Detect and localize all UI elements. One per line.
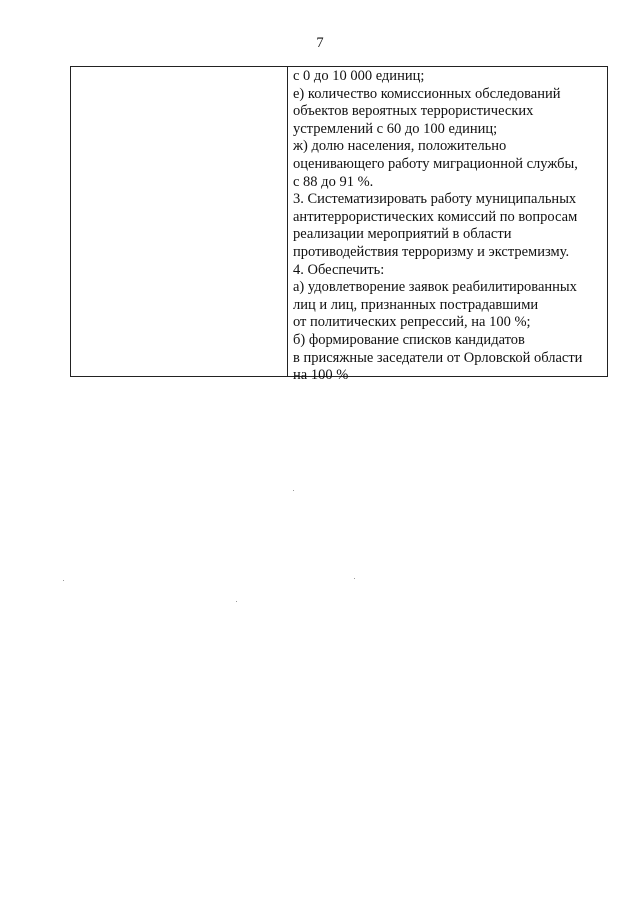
page-number: 7 (316, 35, 324, 51)
table-text-line: 3. Систематизировать работу муниципальных (293, 191, 577, 208)
table-text-line: б) формирование списков кандидатов (293, 331, 525, 348)
table-text-line: в присяжные заседатели от Орловской области (293, 349, 583, 366)
scan-speck (293, 490, 294, 491)
table-text-line: 4. Обеспечить: (293, 261, 385, 278)
table-text-line: а) удовлетворение заявок реабилитированных (293, 279, 577, 296)
table-text-line: ж) долю населения, положительно (293, 138, 507, 155)
table-text-line: с 88 до 91 %. (293, 173, 374, 190)
table-text-line: лиц и лиц, признанных пострадавшими (293, 296, 539, 313)
table-left-cell (71, 67, 288, 376)
table-text-line: от политических репрессий, на 100 %; (293, 314, 531, 331)
table-text-line: с 0 до 10 000 единиц; (293, 68, 425, 84)
table-text-line: антитеррористических комиссий по вопросам (293, 208, 578, 225)
scan-speck (354, 578, 355, 579)
table-text-line: противодействия терроризму и экстремизму. (293, 243, 570, 260)
table-text-line: е) количество комиссионных обследований (293, 85, 561, 102)
content-table (70, 66, 608, 384)
table-text-line: объектов вероятных террористических (293, 103, 534, 120)
table-text-line: на 100 % (293, 367, 349, 384)
table-right-cell (288, 67, 607, 384)
scan-speck (63, 580, 64, 581)
table-text-line: реализации мероприятий в области (293, 226, 512, 243)
table-text-line: устремлений с 60 до 100 единиц; (293, 120, 498, 137)
table-text-line: оценивающего работу миграционной службы, (293, 155, 578, 172)
scan-speck (236, 601, 237, 602)
